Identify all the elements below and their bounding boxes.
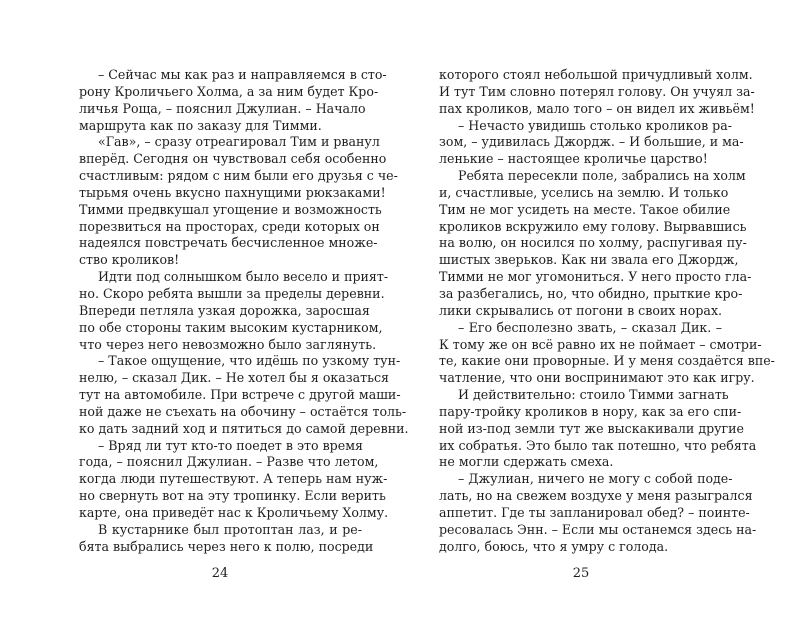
text-line: – Вряд ли тут кто-то поедет в это время xyxy=(98,437,363,453)
text-line: счастливым: рядом с ним были его друзья с че- xyxy=(79,168,398,184)
text-line: кроликов вскружило ему голову. Вырвавшись xyxy=(439,218,747,234)
text-line: Тимми не мог угомониться. У него просто гла- xyxy=(439,269,752,285)
text-line: их собратья. Это было так потешно, что ребята xyxy=(439,437,757,453)
text-line: – Нечасто увидишь столько кроликов ра- xyxy=(458,117,732,133)
text-line: года, – пояснил Джулиан. – Разве что летом, xyxy=(79,454,379,470)
text-line: но. Скоро ребята вышли за пределы деревни. xyxy=(79,285,385,301)
text-line: те, какие они проворные. И у меня создаётся впе- xyxy=(439,353,775,369)
text-line: пах кроликов, мало того – он видел их живьём! xyxy=(439,100,755,116)
page-number-left: 24 xyxy=(211,566,229,581)
text-line: порезвиться на просторах, среди которых он xyxy=(79,218,380,234)
text-line: Тимми предвкушал угощение и возможность xyxy=(79,201,382,217)
text-line: – Его бесполезно звать, – сказал Дик. – xyxy=(458,319,722,335)
text-line: карте, она приведёт нас к Кроличьему Холму. xyxy=(79,504,389,520)
right-page-text xyxy=(439,67,775,555)
text-line: маршрута как по заказу для Тимми. xyxy=(79,117,322,133)
text-line: бята выбрались через него к полю, посреди xyxy=(79,538,374,554)
text-line: долго, боюсь, что я умру с голода. xyxy=(439,538,669,554)
text-line: Идти под солнышком было весело и прият- xyxy=(98,269,389,285)
text-line: – Джулиан, ничего не могу с собой поде- xyxy=(458,471,733,487)
text-line: когда люди путешествуют. А теперь нам нуж- xyxy=(79,471,388,487)
text-line: – Такое ощущение, что идёшь по узкому тун- xyxy=(98,353,401,369)
text-line: ной даже не съехать на обочину – остаётся толь- xyxy=(79,403,407,419)
text-line: аппетит. Где ты запланировал обед? – поинте- xyxy=(439,504,750,520)
text-line: которого стоял небольшой причудливый холм. xyxy=(439,67,753,82)
text-line: В кустарнике был протоптан лаз, и ре- xyxy=(98,521,362,537)
text-line: шистых зверьков. Как ни звала его Джордж, xyxy=(439,252,739,268)
text-line: Впереди петляла узкая дорожка, заросшая xyxy=(79,302,370,318)
text-line: надеялся повстречать бесчисленное множе- xyxy=(79,235,378,251)
text-line: рону Кроличьего Холма, а за ним будет Кро- xyxy=(79,83,379,99)
text-line: не могли сдержать смеха. xyxy=(439,454,614,470)
text-line: Тим не мог усидеть на месте. Такое обилие xyxy=(439,201,731,217)
text-line: по обе стороны таким высоким кустарником, xyxy=(79,319,383,335)
text-line: ко дать задний ход и пятиться до самой деревни. xyxy=(79,420,409,436)
text-line: И тут Тим словно потерял голову. Он учуял за- xyxy=(439,83,755,99)
text-line: и, счастливые, уселись на землю. И только xyxy=(439,184,729,200)
text-line: личья Роща, – пояснил Джулиан. – Начало xyxy=(79,100,366,116)
text-line: К тому же он всё равно их не поймает – смотри- xyxy=(439,336,762,352)
text-line: «Гав», – сразу отреагировал Тим и рванул xyxy=(98,134,380,150)
text-line: ленькие – настоящее кроличье царство! xyxy=(439,151,708,167)
page-number-right: 25 xyxy=(572,566,590,581)
text-line: Ребята пересекли поле, забрались на холм xyxy=(458,168,746,184)
text-line: нелю, – сказал Дик. – Не хотел бы я оказаться xyxy=(79,370,390,386)
text-line: ство кроликов! xyxy=(79,252,180,268)
text-line: ресовалась Энн. – Если мы останемся здесь на- xyxy=(439,521,757,537)
text-line: тут на автомобиле. При встрече с другой маши- xyxy=(79,387,401,403)
text-line: зом, – удивилась Джордж. – И большие, и ма- xyxy=(439,134,744,150)
text-line: на волю, он носился по холму, распугивая пу- xyxy=(439,235,747,251)
text-line: И действительно: стоило Тимми загнать xyxy=(458,387,729,403)
text-line: лать, но на свежем воздухе у меня разыгрался xyxy=(439,488,753,504)
left-page-text xyxy=(79,67,409,555)
text-line: чатление, что они воспринимают это как игру. xyxy=(439,370,755,386)
text-line: но свернуть вот на эту тропинку. Если верить xyxy=(79,488,386,504)
text-line: ной из-под земли тут же выскакивали другие xyxy=(439,420,745,436)
text-line: вперёд. Сегодня он чувствовал себя особенно xyxy=(79,151,387,167)
text-line: тырьмя очень вкусно пахнущими рюкзаками! xyxy=(79,184,386,200)
text-line: лики скрывались от погони в своих норах. xyxy=(439,302,723,318)
text-line: что через него невозможно было заглянуть. xyxy=(79,336,377,352)
text-line: – Сейчас мы как раз и направляемся в сто- xyxy=(98,67,387,82)
text-line: пару-тройку кроликов в нору, как за его спи- xyxy=(439,403,742,419)
text-line: за разбегались, но, что обидно, прыткие кро- xyxy=(439,285,743,301)
